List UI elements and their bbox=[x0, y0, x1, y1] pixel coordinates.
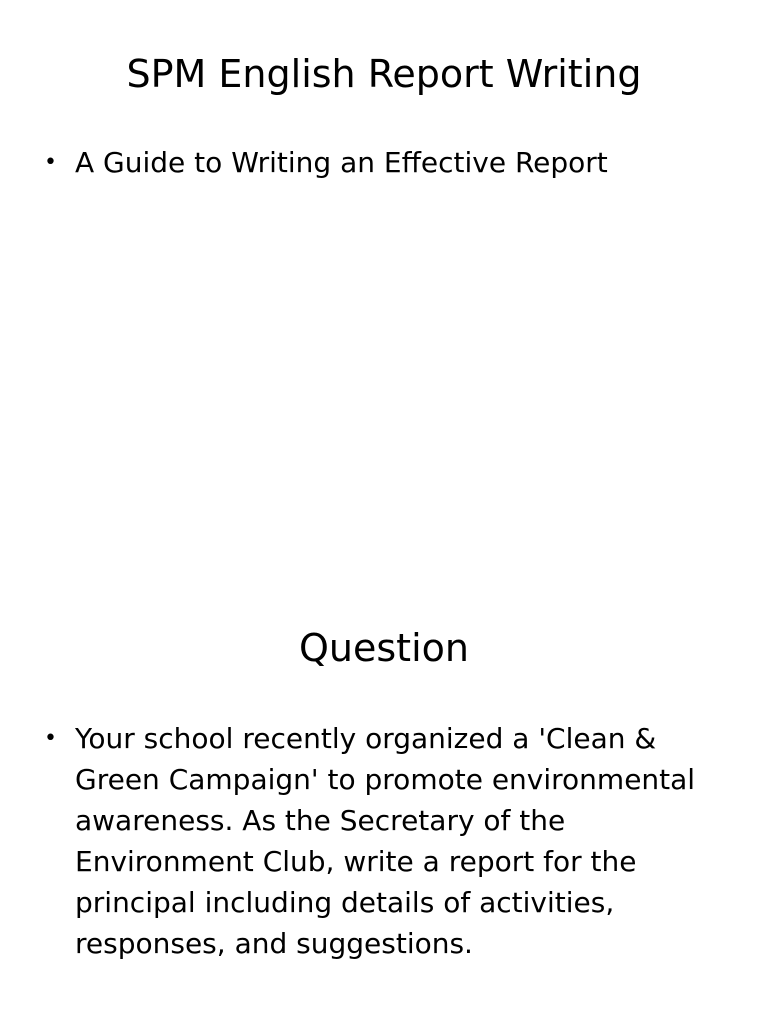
slide-title: Question bbox=[299, 626, 469, 670]
bullet-item bbox=[40, 142, 700, 183]
bullet-text: A Guide to Writing an Effective Report bbox=[75, 146, 608, 179]
bullet-list bbox=[40, 142, 700, 183]
bullet-item bbox=[40, 718, 700, 964]
bullet-icon: • bbox=[44, 150, 57, 175]
bullet-icon: • bbox=[44, 726, 57, 751]
slide-title: SPM English Report Writing bbox=[126, 52, 642, 96]
slide-question bbox=[0, 576, 768, 1024]
bullet-list bbox=[40, 718, 700, 964]
bullet-text: Your school recently organized a 'Clean & Green Campaign' to promote environmental awareness. As the Secretary of the Environment Club, write a report for the principal including details of activities, responses, and suggestions. bbox=[75, 722, 696, 960]
